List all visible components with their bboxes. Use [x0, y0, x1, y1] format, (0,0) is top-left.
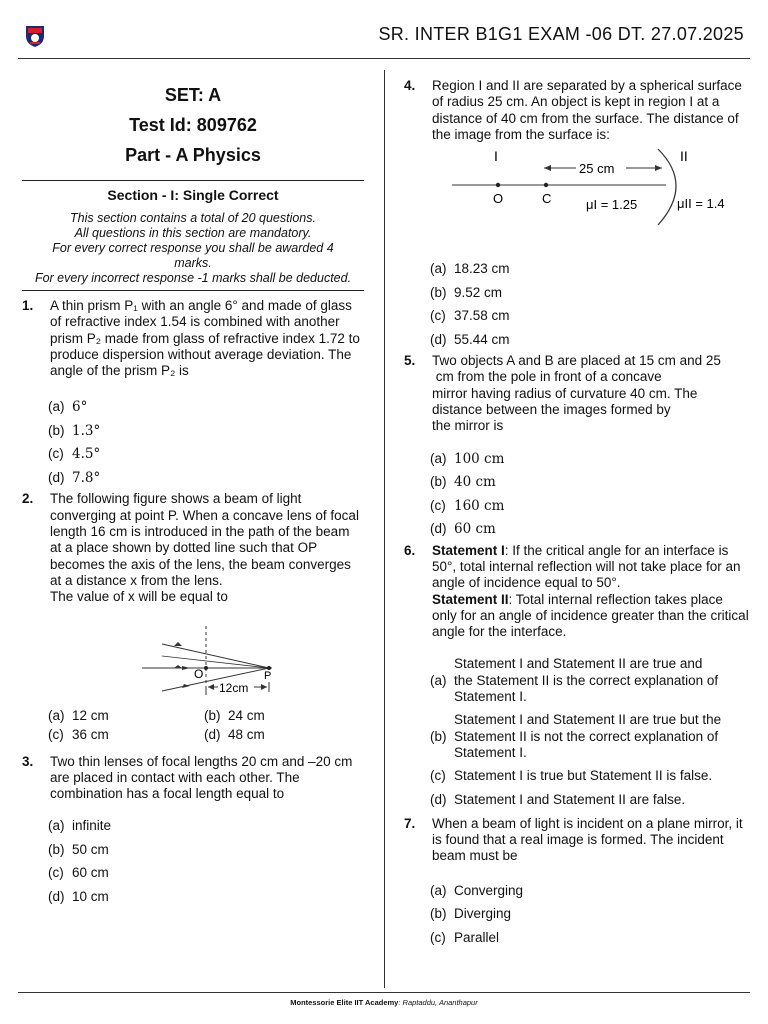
question-6	[404, 543, 749, 641]
instruction-line: This section contains a total of 20 questions.	[70, 211, 316, 225]
option-b[interactable]: (b) 24 cm	[204, 707, 265, 723]
converging-beam-figure	[22, 626, 364, 706]
spherical-surface-figure	[404, 145, 749, 245]
question-number: 7.	[404, 815, 416, 831]
instruction-line: For every incorrect response -1 marks shall be deducted.	[34, 271, 352, 285]
question-text: Two thin lenses of focal lengths 20 cm and –20 cm are placed in contact with each other. The combination has a focal length equal to	[50, 753, 353, 802]
region-2-label: II	[680, 148, 688, 165]
question-1	[22, 298, 364, 379]
options-q2	[22, 708, 364, 742]
question-number: 5.	[404, 353, 416, 369]
part-title: Part - A Physics	[125, 145, 261, 165]
question-4	[404, 78, 749, 143]
question-number: 6.	[404, 542, 416, 558]
radius-label: 25 cm	[579, 161, 615, 177]
option-d[interactable]: (d) 48 cm	[204, 726, 265, 742]
question-5	[404, 353, 749, 434]
option-c[interactable]: (c) 37.58 cm	[430, 308, 510, 324]
option-d[interactable]: (d) 55.44 cm	[430, 331, 510, 347]
point-o-label: O	[493, 191, 504, 207]
option-b[interactable]: (b) 1.3°	[48, 422, 101, 439]
option-c[interactable]: (c) 36 cm	[48, 726, 109, 742]
question-number: 3.	[22, 753, 34, 769]
option-d[interactable]: (d) 7.8°	[48, 469, 101, 486]
point-c-label: C	[542, 191, 552, 207]
question-text: The value of x will be equal to	[50, 589, 228, 605]
options-q3	[22, 816, 364, 910]
option-d[interactable]: (d) 60 cm	[430, 521, 496, 538]
set-label: SET: A	[164, 85, 222, 105]
option-a[interactable]: (a) 18.23 cm	[430, 261, 510, 277]
option-d[interactable]: (d) Statement I and Statement II are false.	[430, 791, 686, 807]
option-b[interactable]: (b) 40 cm	[430, 474, 496, 491]
mu-2-label: μII = 1.4	[677, 196, 725, 212]
options-q5	[404, 449, 749, 543]
option-b[interactable]: (b) Statement I and Statement II are true but the Statement II is not the correct explanation of Statement I.	[430, 712, 722, 760]
header-divider	[18, 58, 750, 59]
point-p-label: P	[264, 669, 272, 682]
column-divider	[384, 70, 385, 988]
exam-title: SR. INTER B1G1 EXAM -06 DT. 27.07.2025	[378, 24, 744, 44]
option-a[interactable]: (a) Converging	[430, 882, 524, 898]
school-crest-icon	[24, 24, 46, 48]
academy-name: Montessorie Elite IIT Academy	[290, 998, 399, 1007]
question-text: Region I and II are separated by a spherical surface of radius 25 cm. An object is kept in region I at a distance of 40 cm from the surface. The distance of the image from the surface is:	[432, 78, 742, 142]
option-a[interactable]: (a) 12 cm	[48, 707, 109, 723]
section-rule-top	[22, 180, 364, 181]
option-a[interactable]: (a) infinite	[48, 818, 112, 834]
question-number: 4.	[404, 78, 416, 93]
question-line: Two objects A and B are placed at 15 cm and 25	[432, 353, 721, 369]
options-q1	[22, 397, 364, 491]
option-c[interactable]: (c) 4.5°	[48, 446, 101, 463]
option-b[interactable]: (b) 9.52 cm	[430, 284, 503, 300]
question-line: the mirror is	[432, 418, 504, 434]
distance-label: 12cm	[219, 680, 249, 695]
option-b[interactable]: (b) Diverging	[430, 906, 512, 922]
right-column	[404, 78, 749, 951]
option-a[interactable]: (a) Statement I and Statement II are true and the Statement II is the correct explanation of Statement I.	[430, 656, 719, 705]
statement-1: Statement I: If the critical angle for an interface is 50°, total internal reflection will not take place for an angle of incidence equal to 50°.	[432, 542, 741, 591]
section-title: Section - I: Single Correct	[107, 187, 279, 203]
question-3	[22, 754, 364, 803]
question-line: distance between the images formed by	[432, 402, 671, 418]
option-c[interactable]: (c) 160 cm	[430, 497, 505, 514]
options-q6	[404, 656, 749, 807]
academy-location: : Raptaddu, Ananthapur	[398, 998, 478, 1007]
question-text: When a beam of light is incident on a plane mirror, it is found that a real image is formed. The incident beam must be	[432, 815, 743, 864]
question-line: mirror having radius of curvature 40 cm. The	[432, 385, 698, 401]
question-7	[404, 816, 749, 865]
instruction-line: All questions in this section are mandatory.	[74, 226, 312, 240]
statement-2: Statement II: Total internal reflection takes place only for an angle of incidence greater than the critical angle for the interface.	[432, 591, 749, 640]
test-id: Test Id: 809762	[129, 115, 257, 135]
question-text: The following figure shows a beam of light converging at point P. When a concave lens of focal length 16 cm is introduced in the path of the beam at a place shown by dotted line such that OP becomes the axis of the lens, the beam converges at a distance x from the lens.	[50, 491, 359, 588]
option-c[interactable]: (c) 60 cm	[48, 865, 109, 881]
options-q4	[404, 259, 749, 353]
option-a[interactable]: (a) 6°	[48, 399, 88, 416]
question-line: cm from the pole in front of a concave	[432, 369, 662, 385]
point-o-label: O	[194, 666, 204, 681]
options-q7	[404, 881, 749, 952]
option-b[interactable]: (b) 50 cm	[48, 841, 109, 857]
option-c[interactable]: (c) Parallel	[430, 929, 500, 945]
option-d[interactable]: (d) 10 cm	[48, 888, 109, 904]
section-instructions	[22, 211, 364, 286]
page-footer	[0, 998, 768, 1007]
option-c[interactable]: (c) Statement I is true but Statement II is false.	[430, 768, 713, 784]
question-number: 1.	[22, 298, 34, 313]
mu-1-label: μI = 1.25	[586, 197, 638, 213]
option-a[interactable]: (a) 100 cm	[430, 450, 505, 467]
page-header	[0, 0, 768, 52]
question-number: 2.	[22, 491, 34, 507]
question-2	[22, 491, 364, 605]
region-1-label: I	[494, 148, 498, 165]
footer-divider	[18, 992, 750, 993]
left-column	[22, 80, 364, 910]
question-text: A thin prism P₁ with an angle 6° and made of glass of refractive index 1.54 is combined with another prism P₂ made from glass of refractive index 1.72 to produce dispersion without average deviation. The angle of the prism P₂ is	[50, 298, 360, 379]
instruction-line: For every correct response you shall be awarded 4 marks.	[52, 241, 334, 270]
